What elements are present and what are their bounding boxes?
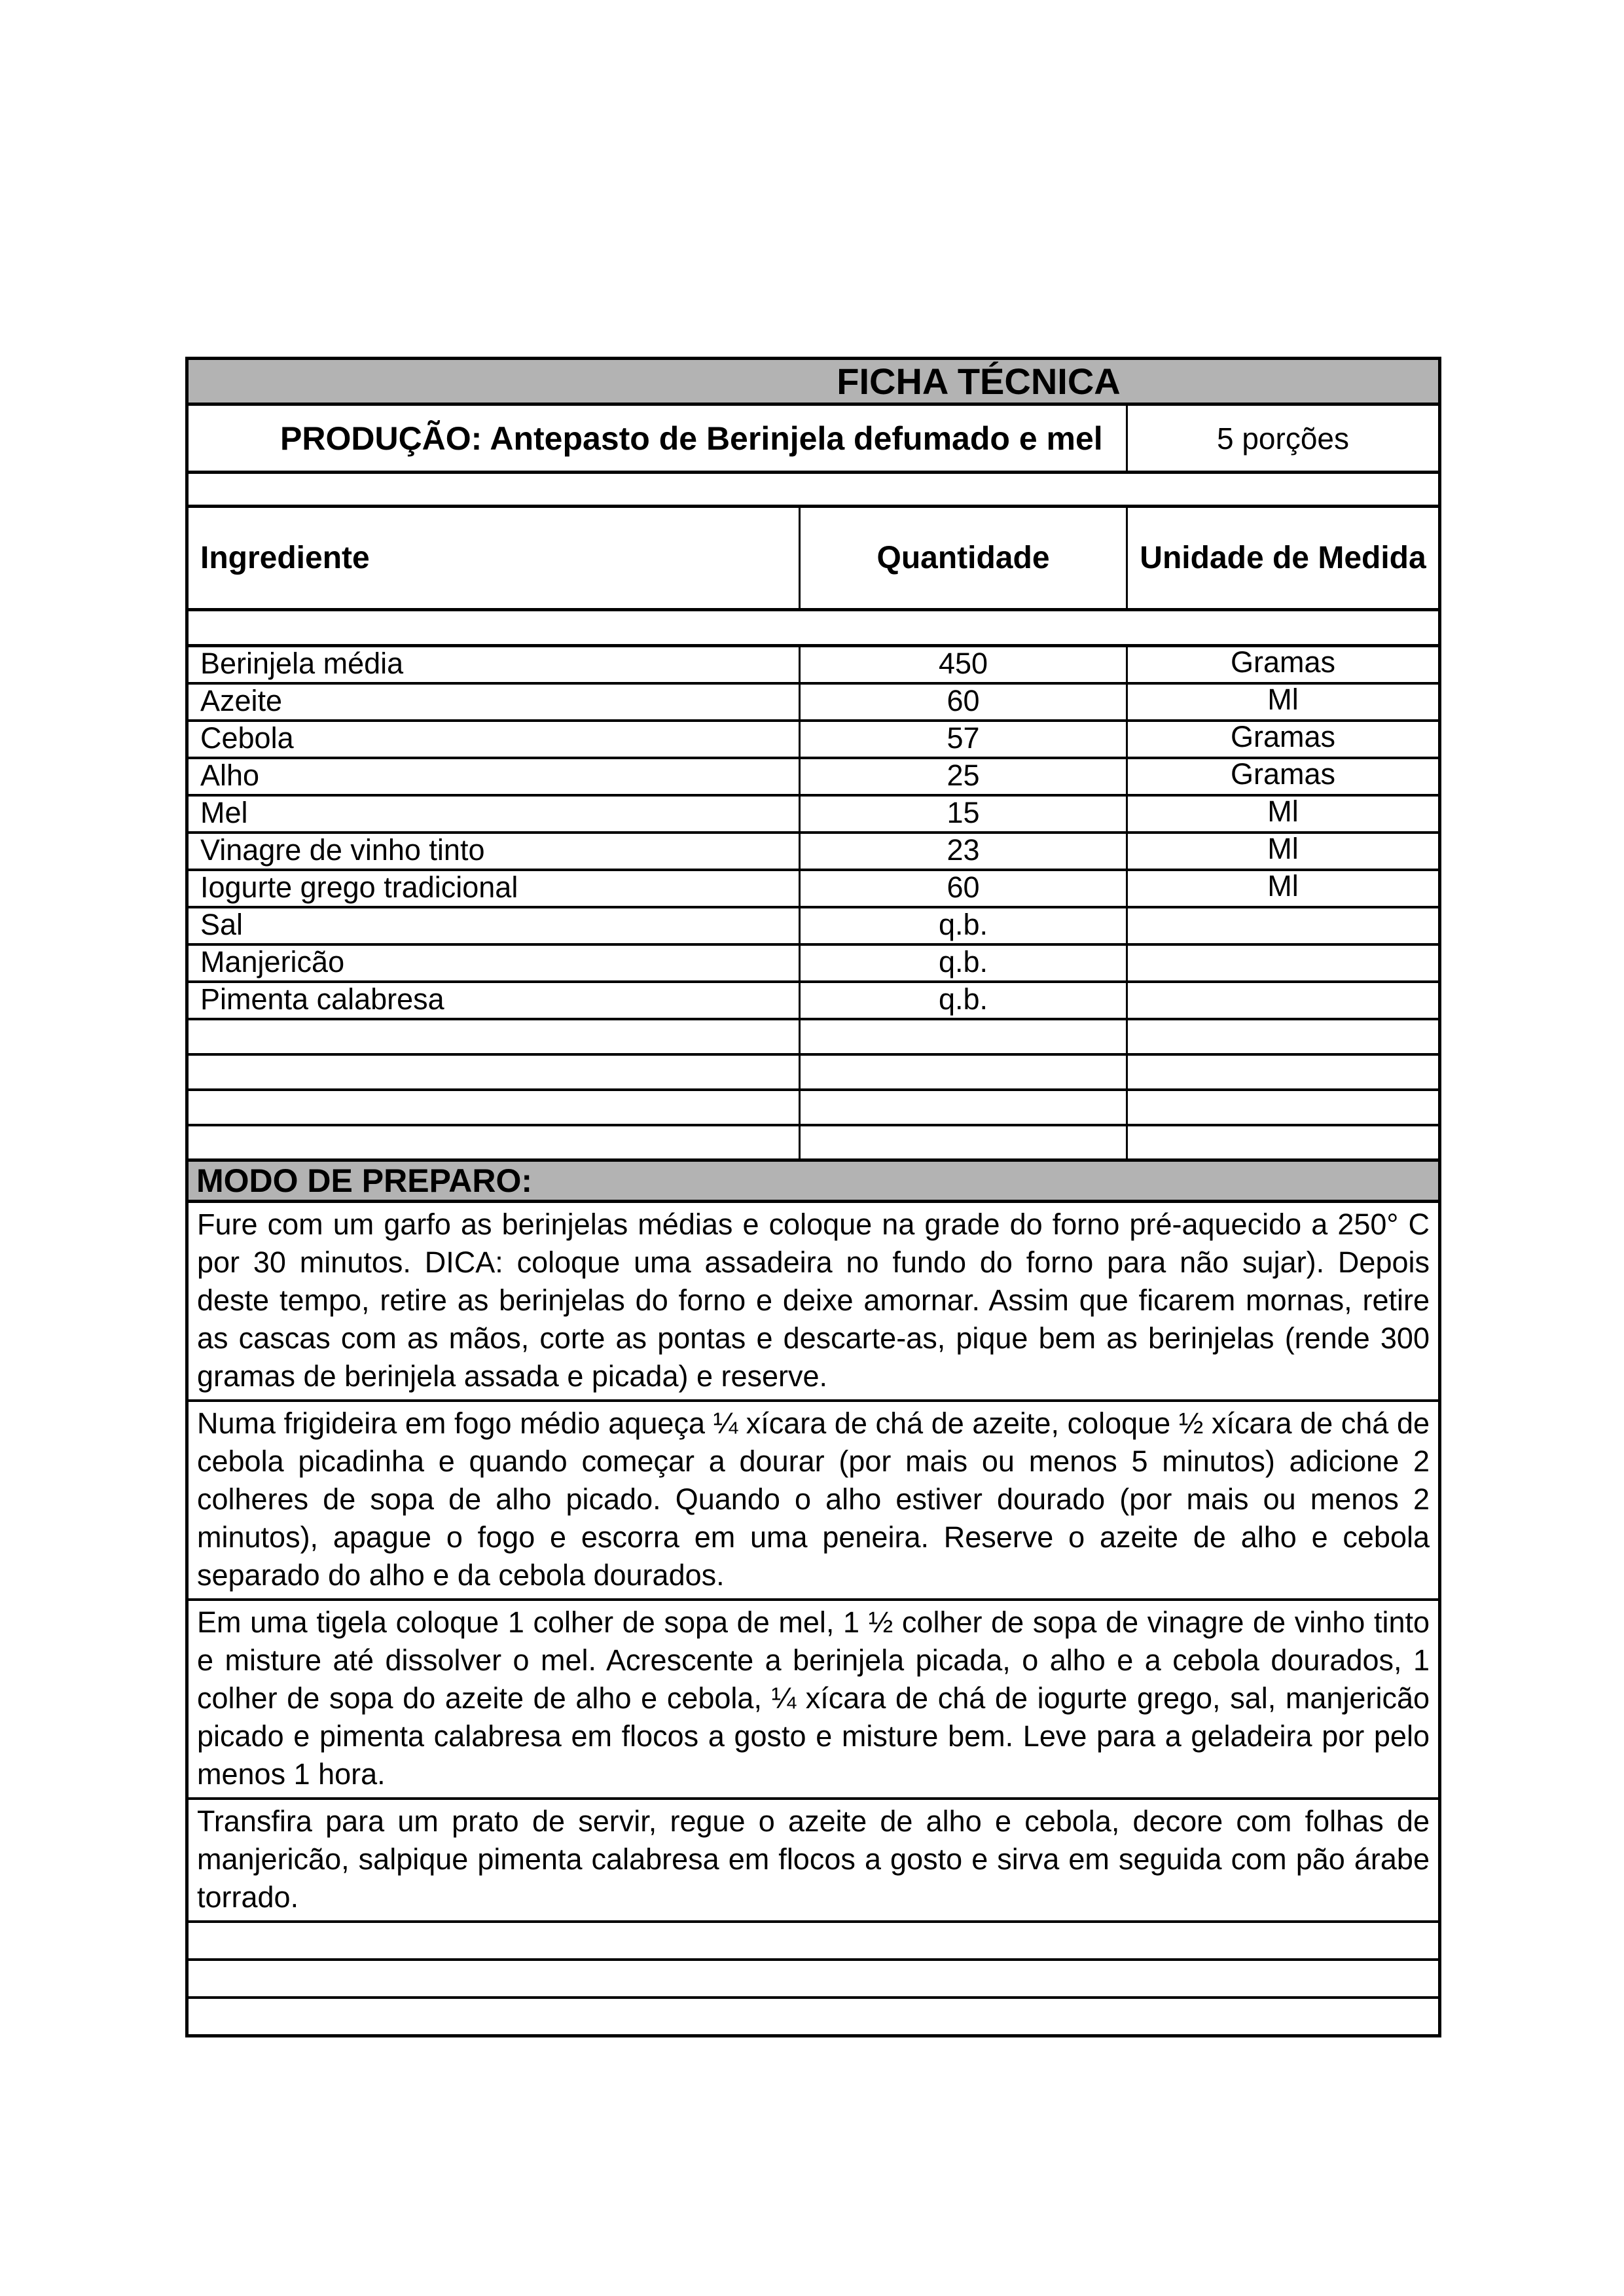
ingredient-row bbox=[187, 646, 1440, 683]
preparation-step-3: Em uma tigela coloque 1 colher de sopa de mel, 1 ½ colher de sopa de vinagre de vinho tinto e misture até dissolver o mel. Acrescente a berinjela picada, o alho e a cebola dourados, 1 colher de sopa do azeite de alho e cebola, ¼ xícara de chá de iogurte grego, sal, manjericão picado e pimenta calabresa em flocos a gosto e misture bem. Leve para a geladeira por pelo menos 1 hora. bbox=[187, 1600, 1440, 1799]
ingredient-qty: 57 bbox=[800, 721, 1127, 758]
ingredient-row bbox=[187, 982, 1440, 1019]
separator-row bbox=[187, 473, 1440, 507]
ingredient-unit: Gramas bbox=[1127, 758, 1440, 795]
empty-ingredient-row bbox=[187, 1019, 1440, 1054]
production-label: PRODUÇÃO: Antepasto de Berinjela defumado e mel bbox=[187, 404, 1127, 473]
ingredient-unit bbox=[1127, 982, 1440, 1019]
empty-ingredient-row bbox=[187, 1090, 1440, 1125]
preparation-step-row bbox=[187, 1799, 1440, 1922]
title-row bbox=[187, 359, 1440, 404]
ingredient-name: Vinagre de vinho tinto bbox=[187, 833, 800, 870]
empty-bottom-row bbox=[187, 1922, 1440, 1960]
separator-cell bbox=[187, 610, 1440, 646]
ingredient-qty: 15 bbox=[800, 795, 1127, 833]
ingredient-qty: 60 bbox=[800, 870, 1127, 907]
ingredient-name: Sal bbox=[187, 907, 800, 944]
preparation-step-4: Transfira para um prato de servir, regue o azeite de alho e cebola, decore com folhas de manjericão, salpique pimenta calabresa em flocos a gosto e sirva em seguida com pão árabe torrado. bbox=[187, 1799, 1440, 1922]
ingredient-unit: Ml bbox=[1127, 833, 1440, 870]
production-row bbox=[187, 404, 1440, 473]
ingredient-name: Mel bbox=[187, 795, 800, 833]
ingredient-name: Cebola bbox=[187, 721, 800, 758]
ingredient-unit: Ml bbox=[1127, 795, 1440, 833]
ingredient-name: Manjericão bbox=[187, 944, 800, 982]
separator-row bbox=[187, 610, 1440, 646]
ingredient-name: Iogurte grego tradicional bbox=[187, 870, 800, 907]
ingredient-name: Alho bbox=[187, 758, 800, 795]
ingredient-row bbox=[187, 944, 1440, 982]
ingredient-unit: Ml bbox=[1127, 870, 1440, 907]
ingredient-row bbox=[187, 870, 1440, 907]
ingredient-unit: Gramas bbox=[1127, 721, 1440, 758]
col-header-ingredient: Ingrediente bbox=[187, 507, 800, 610]
ingredient-qty: 25 bbox=[800, 758, 1127, 795]
col-header-quantity: Quantidade bbox=[800, 507, 1127, 610]
ingredient-row bbox=[187, 833, 1440, 870]
preparation-step-2: Numa frigideira em fogo médio aqueça ¼ xícara de chá de azeite, coloque ½ xícara de chá de cebola picadinha e quando começar a dourar (por mais ou menos 5 minutos) adicione 2 colheres de sopa de alho picado. Quando o alho estiver dourado (por mais ou menos 2 minutos), apague o fogo e escorra em uma peneira. Reserve o azeite de alho e cebola separado do alho e da cebola dourados. bbox=[187, 1401, 1440, 1600]
portions-value: 5 porções bbox=[1127, 404, 1440, 473]
ingredient-row bbox=[187, 721, 1440, 758]
ingredient-unit bbox=[1127, 944, 1440, 982]
page-title: FICHA TÉCNICA bbox=[187, 359, 1440, 404]
preparation-step-1: Fure com um garfo as berinjelas médias e coloque na grade do forno pré-aquecido a 250° C por 30 minutos. DICA: coloque uma assadeira no fundo do forno para não sujar). Depois deste tempo, retire as berinjelas do forno e deixe amornar. Assim que ficarem mornas, retire as cascas com as mãos, corte as pontas e descarte-as, pique bem as berinjelas (rende 300 gramas de berinjela assada e picada) e reserve. bbox=[187, 1202, 1440, 1401]
ingredient-qty: 60 bbox=[800, 683, 1127, 721]
empty-bottom-row bbox=[187, 1998, 1440, 2036]
ingredient-qty: 23 bbox=[800, 833, 1127, 870]
ingredient-name: Pimenta calabresa bbox=[187, 982, 800, 1019]
ingredient-qty: q.b. bbox=[800, 944, 1127, 982]
ingredient-name: Berinjela média bbox=[187, 646, 800, 683]
preparation-step-row bbox=[187, 1401, 1440, 1600]
ingredient-name: Azeite bbox=[187, 683, 800, 721]
col-header-unit: Unidade de Medida bbox=[1127, 507, 1440, 610]
preparation-header: MODO DE PREPARO: bbox=[187, 1160, 1440, 1202]
ingredient-row bbox=[187, 683, 1440, 721]
ingredient-row bbox=[187, 758, 1440, 795]
separator-cell bbox=[187, 473, 1440, 507]
empty-bottom-row bbox=[187, 1960, 1440, 1998]
empty-ingredient-row bbox=[187, 1054, 1440, 1090]
preparation-step-row bbox=[187, 1202, 1440, 1401]
ingredient-unit: Ml bbox=[1127, 683, 1440, 721]
ingredient-qty: 450 bbox=[800, 646, 1127, 683]
preparation-step-row bbox=[187, 1600, 1440, 1799]
empty-ingredient-row bbox=[187, 1125, 1440, 1160]
ingredient-unit bbox=[1127, 907, 1440, 944]
ingredient-row bbox=[187, 795, 1440, 833]
ficha-tecnica-table bbox=[185, 357, 1441, 2037]
ingredient-unit: Gramas bbox=[1127, 646, 1440, 683]
recipe-sheet bbox=[185, 357, 1441, 2037]
ingredient-qty: q.b. bbox=[800, 982, 1127, 1019]
ingredient-qty: q.b. bbox=[800, 907, 1127, 944]
ingredient-row bbox=[187, 907, 1440, 944]
column-header-row bbox=[187, 507, 1440, 610]
preparation-header-row bbox=[187, 1160, 1440, 1202]
